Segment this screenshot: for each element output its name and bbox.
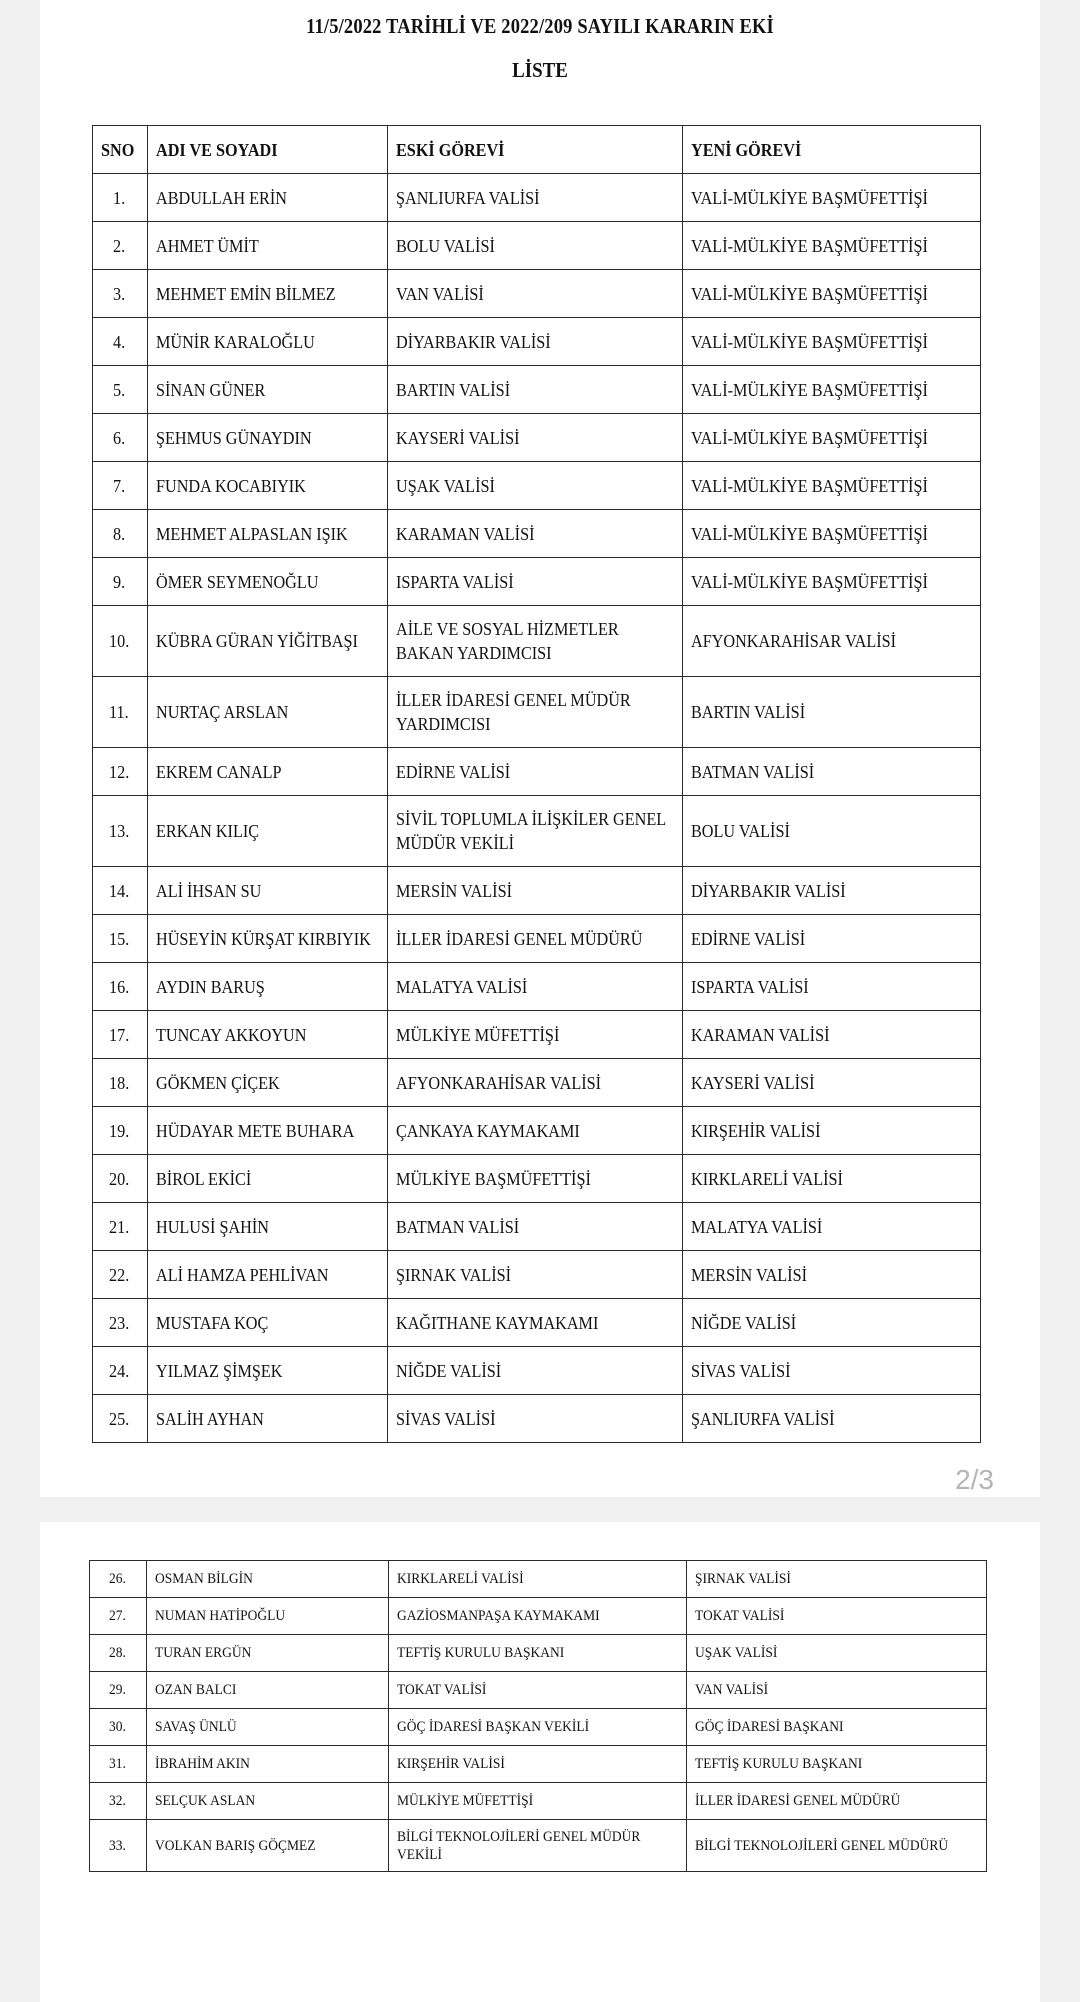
row-old-position: SİVİL TOPLUMLA İLİŞKİLER GENEL MÜDÜR VEKİLİ — [388, 796, 683, 867]
document-title: 11/5/2022 TARİHLİ VE 2022/209 SAYILI KARARIN EKİ — [306, 14, 774, 38]
row-old-position: KARAMAN VALİSİ — [388, 510, 683, 558]
table-row — [90, 1598, 987, 1635]
row-new-position: VALİ-MÜLKİYE BAŞMÜFETTİŞİ — [683, 174, 981, 222]
row-new-position: TOKAT VALİSİ — [687, 1598, 987, 1635]
row-name: İBRAHİM AKIN — [147, 1746, 389, 1783]
table-row — [93, 366, 981, 414]
row-old-position: MERSİN VALİSİ — [388, 867, 683, 915]
row-name: AHMET ÜMİT — [148, 222, 388, 270]
table-body-page-1 — [93, 174, 981, 1443]
row-new-position: ŞIRNAK VALİSİ — [687, 1561, 987, 1598]
row-new-position: KIRŞEHİR VALİSİ — [683, 1107, 981, 1155]
row-old-position: MÜLKİYE MÜFETTİŞİ — [388, 1011, 683, 1059]
table-row — [93, 963, 981, 1011]
row-name: FUNDA KOCABIYIK — [148, 462, 388, 510]
row-sno: 13. — [93, 796, 148, 867]
row-new-position: DİYARBAKIR VALİSİ — [683, 867, 981, 915]
row-old-position: BOLU VALİSİ — [388, 222, 683, 270]
row-sno: 20. — [93, 1155, 148, 1203]
row-old-position: KAYSERİ VALİSİ — [388, 414, 683, 462]
row-sno: 2. — [93, 222, 148, 270]
row-sno: 24. — [93, 1347, 148, 1395]
row-old-position: BİLGİ TEKNOLOJİLERİ GENEL MÜDÜR VEKİLİ — [389, 1820, 687, 1872]
row-old-position: NİĞDE VALİSİ — [388, 1347, 683, 1395]
row-new-position: AFYONKARAHİSAR VALİSİ — [683, 606, 981, 677]
row-new-position: VALİ-MÜLKİYE BAŞMÜFETTİŞİ — [683, 366, 981, 414]
row-old-position: TOKAT VALİSİ — [389, 1672, 687, 1709]
row-sno: 3. — [93, 270, 148, 318]
row-new-position: SİVAS VALİSİ — [683, 1347, 981, 1395]
row-old-position: MÜLKİYE BAŞMÜFETTİŞİ — [388, 1155, 683, 1203]
row-sno: 25. — [93, 1395, 148, 1443]
row-new-position: VALİ-MÜLKİYE BAŞMÜFETTİŞİ — [683, 270, 981, 318]
row-name: SALİH AYHAN — [148, 1395, 388, 1443]
row-old-position: KAĞITHANE KAYMAKAMI — [388, 1299, 683, 1347]
table-row — [93, 462, 981, 510]
row-sno: 18. — [93, 1059, 148, 1107]
row-old-position: KIRKLARELİ VALİSİ — [389, 1561, 687, 1598]
row-new-position: BATMAN VALİSİ — [683, 748, 981, 796]
row-sno: 19. — [93, 1107, 148, 1155]
row-old-position: GAZİOSMANPAŞA KAYMAKAMI — [389, 1598, 687, 1635]
row-name: HÜDAYAR METE BUHARA — [148, 1107, 388, 1155]
row-name: TUNCAY AKKOYUN — [148, 1011, 388, 1059]
row-sno: 16. — [93, 963, 148, 1011]
row-sno: 32. — [90, 1783, 147, 1820]
row-old-position: SİVAS VALİSİ — [388, 1395, 683, 1443]
table-row — [93, 318, 981, 366]
row-old-position: İLLER İDARESİ GENEL MÜDÜR YARDIMCISI — [388, 677, 683, 748]
row-name: SİNAN GÜNER — [148, 366, 388, 414]
row-sno: 14. — [93, 867, 148, 915]
row-name: MUSTAFA KOÇ — [148, 1299, 388, 1347]
row-old-position: BATMAN VALİSİ — [388, 1203, 683, 1251]
row-old-position: DİYARBAKIR VALİSİ — [388, 318, 683, 366]
table-row — [90, 1783, 987, 1820]
table-row — [93, 796, 981, 867]
row-sno: 4. — [93, 318, 148, 366]
table-row — [93, 1011, 981, 1059]
row-name: AYDIN BARUŞ — [148, 963, 388, 1011]
row-name: MEHMET ALPASLAN IŞIK — [148, 510, 388, 558]
table-row — [93, 222, 981, 270]
header-new-position: YENİ GÖREVİ — [683, 126, 981, 174]
table-row — [93, 1107, 981, 1155]
header-name: ADI VE SOYADI — [148, 126, 388, 174]
row-name: MÜNİR KARALOĞLU — [148, 318, 388, 366]
row-new-position: KAYSERİ VALİSİ — [683, 1059, 981, 1107]
row-name: GÖKMEN ÇİÇEK — [148, 1059, 388, 1107]
row-sno: 9. — [93, 558, 148, 606]
row-name: NURTAÇ ARSLAN — [148, 677, 388, 748]
table-row — [93, 915, 981, 963]
table-row — [90, 1672, 987, 1709]
row-new-position: VALİ-MÜLKİYE BAŞMÜFETTİŞİ — [683, 222, 981, 270]
table-header-row — [93, 126, 981, 174]
row-name: ALİ İHSAN SU — [148, 867, 388, 915]
row-new-position: VALİ-MÜLKİYE BAŞMÜFETTİŞİ — [683, 558, 981, 606]
row-old-position: ŞANLIURFA VALİSİ — [388, 174, 683, 222]
row-name: ŞEHMUS GÜNAYDIN — [148, 414, 388, 462]
row-new-position: VALİ-MÜLKİYE BAŞMÜFETTİŞİ — [683, 318, 981, 366]
row-name: YILMAZ ŞİMŞEK — [148, 1347, 388, 1395]
row-name: SAVAŞ ÜNLÜ — [147, 1709, 389, 1746]
table-row — [90, 1820, 987, 1872]
row-name: NUMAN HATİPOĞLU — [147, 1598, 389, 1635]
row-old-position: ISPARTA VALİSİ — [388, 558, 683, 606]
table-row — [93, 1059, 981, 1107]
row-new-position: BARTIN VALİSİ — [683, 677, 981, 748]
row-new-position: MERSİN VALİSİ — [683, 1251, 981, 1299]
row-sno: 10. — [93, 606, 148, 677]
row-new-position: VALİ-MÜLKİYE BAŞMÜFETTİŞİ — [683, 510, 981, 558]
row-new-position: ŞANLIURFA VALİSİ — [683, 1395, 981, 1443]
row-sno: 15. — [93, 915, 148, 963]
row-old-position: ŞIRNAK VALİSİ — [388, 1251, 683, 1299]
row-name: BİROL EKİCİ — [148, 1155, 388, 1203]
table-row — [93, 1203, 981, 1251]
appointment-table — [92, 125, 981, 1443]
row-sno: 17. — [93, 1011, 148, 1059]
table-row — [93, 510, 981, 558]
row-new-position: GÖÇ İDARESİ BAŞKANI — [687, 1709, 987, 1746]
table-row — [93, 867, 981, 915]
row-old-position: İLLER İDARESİ GENEL MÜDÜRÜ — [388, 915, 683, 963]
row-old-position: MÜLKİYE MÜFETTİŞİ — [389, 1783, 687, 1820]
row-sno: 1. — [93, 174, 148, 222]
row-sno: 7. — [93, 462, 148, 510]
row-name: SELÇUK ASLAN — [147, 1783, 389, 1820]
table-body-page-2 — [90, 1561, 987, 1872]
table-row — [93, 677, 981, 748]
row-old-position: KIRŞEHİR VALİSİ — [389, 1746, 687, 1783]
document-subtitle: LİSTE — [512, 58, 568, 82]
row-new-position: VAN VALİSİ — [687, 1672, 987, 1709]
row-sno: 11. — [93, 677, 148, 748]
row-name: HÜSEYİN KÜRŞAT KIRBIYIK — [148, 915, 388, 963]
row-name: VOLKAN BARIŞ GÖÇMEZ — [147, 1820, 389, 1872]
row-old-position: UŞAK VALİSİ — [388, 462, 683, 510]
row-new-position: İLLER İDARESİ GENEL MÜDÜRÜ — [687, 1783, 987, 1820]
table-row — [93, 270, 981, 318]
row-sno: 27. — [90, 1598, 147, 1635]
table-row — [93, 748, 981, 796]
row-sno: 6. — [93, 414, 148, 462]
row-new-position: ISPARTA VALİSİ — [683, 963, 981, 1011]
row-old-position: GÖÇ İDARESİ BAŞKAN VEKİLİ — [389, 1709, 687, 1746]
row-sno: 5. — [93, 366, 148, 414]
row-new-position: VALİ-MÜLKİYE BAŞMÜFETTİŞİ — [683, 462, 981, 510]
document-page-2 — [40, 1522, 1040, 2002]
table-row — [90, 1709, 987, 1746]
header-old-position: ESKİ GÖREVİ — [388, 126, 683, 174]
row-sno: 28. — [90, 1635, 147, 1672]
table-row — [93, 606, 981, 677]
table-row — [93, 414, 981, 462]
row-new-position: KIRKLARELİ VALİSİ — [683, 1155, 981, 1203]
table-row — [90, 1635, 987, 1672]
row-new-position: UŞAK VALİSİ — [687, 1635, 987, 1672]
table-row — [93, 558, 981, 606]
row-name: TURAN ERGÜN — [147, 1635, 389, 1672]
table-row — [90, 1561, 987, 1598]
row-old-position: AFYONKARAHİSAR VALİSİ — [388, 1059, 683, 1107]
row-old-position: TEFTİŞ KURULU BAŞKANI — [389, 1635, 687, 1672]
row-sno: 22. — [93, 1251, 148, 1299]
table-row — [93, 1347, 981, 1395]
row-old-position: ÇANKAYA KAYMAKAMI — [388, 1107, 683, 1155]
row-new-position: TEFTİŞ KURULU BAŞKANI — [687, 1746, 987, 1783]
table-row — [90, 1746, 987, 1783]
row-new-position: KARAMAN VALİSİ — [683, 1011, 981, 1059]
row-old-position: VAN VALİSİ — [388, 270, 683, 318]
row-new-position: BİLGİ TEKNOLOJİLERİ GENEL MÜDÜRÜ — [687, 1820, 987, 1872]
row-sno: 23. — [93, 1299, 148, 1347]
row-name: ÖMER SEYMENOĞLU — [148, 558, 388, 606]
appointment-table-continued — [89, 1560, 987, 1872]
row-sno: 12. — [93, 748, 148, 796]
row-new-position: EDİRNE VALİSİ — [683, 915, 981, 963]
row-new-position: BOLU VALİSİ — [683, 796, 981, 867]
row-sno: 8. — [93, 510, 148, 558]
row-sno: 26. — [90, 1561, 147, 1598]
table-row — [93, 1251, 981, 1299]
row-new-position: VALİ-MÜLKİYE BAŞMÜFETTİŞİ — [683, 414, 981, 462]
table-row — [93, 174, 981, 222]
row-sno: 29. — [90, 1672, 147, 1709]
row-name: ABDULLAH ERİN — [148, 174, 388, 222]
row-old-position: MALATYA VALİSİ — [388, 963, 683, 1011]
row-name: MEHMET EMİN BİLMEZ — [148, 270, 388, 318]
row-sno: 30. — [90, 1709, 147, 1746]
row-old-position: AİLE VE SOSYAL HİZMETLER BAKAN YARDIMCISI — [388, 606, 683, 677]
row-name: OZAN BALCI — [147, 1672, 389, 1709]
table-row — [93, 1155, 981, 1203]
row-sno: 31. — [90, 1746, 147, 1783]
header-sno: SNO — [93, 126, 148, 174]
row-name: ALİ HAMZA PEHLİVAN — [148, 1251, 388, 1299]
row-name: EKREM CANALP — [148, 748, 388, 796]
document-page-1 — [40, 0, 1040, 1497]
table-row — [93, 1299, 981, 1347]
row-name: KÜBRA GÜRAN YİĞİTBAŞI — [148, 606, 388, 677]
table-row — [93, 1395, 981, 1443]
row-old-position: BARTIN VALİSİ — [388, 366, 683, 414]
row-name: OSMAN BİLGİN — [147, 1561, 389, 1598]
row-old-position: EDİRNE VALİSİ — [388, 748, 683, 796]
row-sno: 33. — [90, 1820, 147, 1872]
page-indicator: 2/3 — [955, 1464, 994, 1495]
row-new-position: NİĞDE VALİSİ — [683, 1299, 981, 1347]
row-sno: 21. — [93, 1203, 148, 1251]
row-name: ERKAN KILIÇ — [148, 796, 388, 867]
row-name: HULUSİ ŞAHİN — [148, 1203, 388, 1251]
row-new-position: MALATYA VALİSİ — [683, 1203, 981, 1251]
